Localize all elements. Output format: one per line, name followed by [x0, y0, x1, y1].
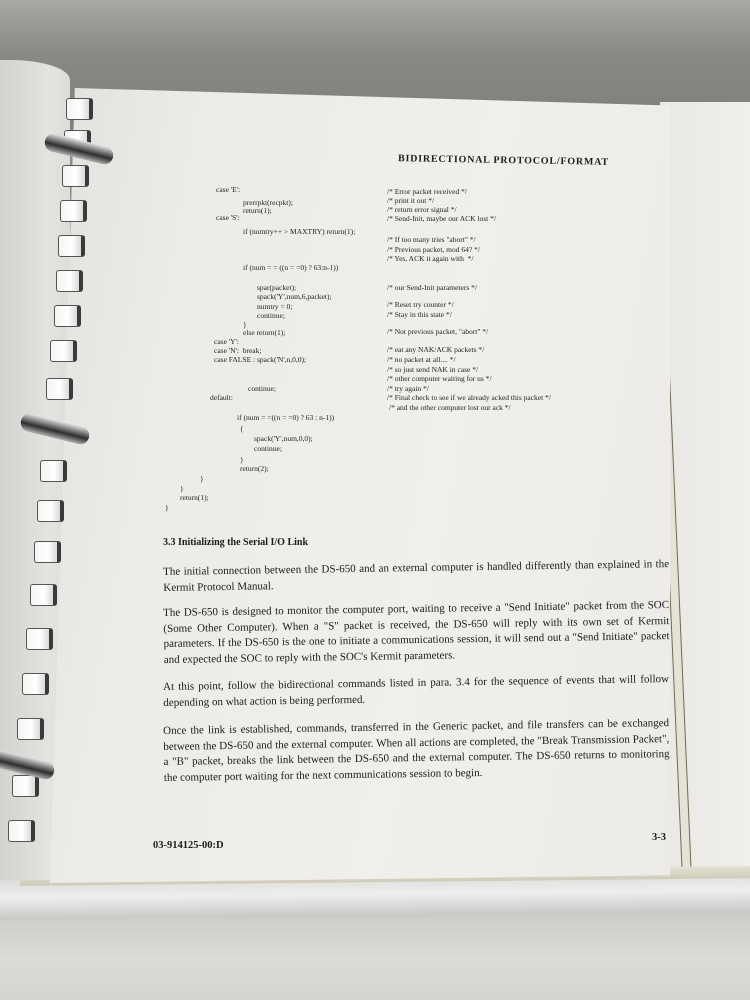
code-comment: /* Yes, ACK it again with */: [387, 254, 474, 263]
code-line: spack('Y',num,6,packet);: [257, 292, 332, 301]
section-heading: 3.3 Initializing the Serial I/O Link: [163, 537, 309, 548]
code-line: default:: [210, 393, 233, 402]
paragraph-link-established: Once the link is established, commands, transferred in the Generic packet, and file transfers can be exchanged between the DS-650 and the external computer. When all actions are completed, the "Break Transmission Packet", a "B" packet, breaks the link between the DS-650 and the external computer. The DS-650 returns to monitoring the computer port waiting for the next communications session to begin.: [163, 717, 670, 784]
code-comment: /* eat any NAK/ACK packets */: [387, 345, 485, 354]
page-number: 3-3: [652, 832, 666, 843]
code-comment: /* no packet at all.... */: [387, 355, 456, 364]
code-line: }: [180, 484, 184, 493]
code-line: case 'N': break;: [214, 346, 262, 355]
code-line: return(1);: [180, 493, 209, 502]
code-comment: /* our Send-Init parameters */: [387, 283, 477, 292]
code-line: else return(1);: [243, 328, 286, 337]
code-line: return(2);: [240, 464, 269, 473]
code-comment: /* and the other computer lost our ack */: [389, 403, 511, 412]
code-line: case 'S':: [216, 213, 240, 222]
code-line: }: [240, 455, 244, 464]
running-header: BIDIRECTIONAL PROTOCOL/FORMAT: [397, 153, 610, 168]
code-line: return(1);: [243, 206, 272, 215]
code-line: spar(packet);: [257, 283, 297, 292]
code-comment: /* Error packet received */: [387, 187, 467, 196]
code-comment: /* so just send NAK in case */: [387, 365, 479, 374]
code-line: }: [243, 320, 247, 329]
code-line: case FALSE : spack('N',n,0,0);: [214, 355, 307, 364]
code-line: if (num = = ((n = =0) ? 63:n-1)): [243, 263, 339, 272]
code-comment: /* Final check to see if we already acked this packet */: [387, 393, 551, 402]
code-line: spack('Y',num,0,0);: [254, 434, 313, 443]
paragraph-send-initiate: The DS-650 is designed to monitor the computer port, waiting to receive a "Send Initiate" packet from the SOC (Some Other Computer). When a "S" packet is received, the DS-650 will reply with its own set of Kermit parameters. If the DS-650 is the one to initiate a communications session, it will send out a "Send Initiate" packet and expected the SOC to reply with the SOC's Kermit parameters.: [163, 599, 670, 666]
code-comment: /* Stay in this state */: [387, 310, 452, 319]
code-comment: /* try again */: [387, 384, 429, 393]
code-line: continue;: [248, 384, 276, 393]
code-line: numtry = 0;: [257, 302, 293, 311]
code-line: }: [200, 474, 204, 483]
code-comment: /* Reset try counter */: [387, 300, 454, 309]
code-comment: /* If too many tries "abort" */: [387, 235, 476, 244]
code-line: if (num = =((n = =0) ? 63 : n-1)): [237, 413, 335, 422]
code-line: case 'E':: [216, 185, 241, 194]
code-comment: /* print it out */: [387, 196, 435, 205]
code-comment: /* other computer waiting for us */: [387, 374, 492, 383]
code-line: continue;: [257, 311, 285, 320]
code-comment: /* Send-Init, maybe our ACK lost */: [387, 214, 496, 223]
code-line: prerrpkt(recpkt);: [243, 198, 293, 207]
code-line: if (numtry++ > MAXTRY) return(1);: [243, 227, 356, 236]
paragraph-initial-connection: The initial connection between the DS-650 and an external computer is handled differently than explained in the Kermit Protocol Manual.: [163, 558, 670, 594]
code-line: continue;: [254, 444, 282, 453]
code-comment: /* return error signal */: [387, 205, 457, 214]
code-comment: /* Previous packet, mod 64? */: [387, 245, 480, 254]
code-line: {: [240, 424, 244, 433]
paragraph-bidirectional-commands: At this point, follow the bidirectional commands listed in para. 3.4 for the sequence of events that will follow depending on what action is being performed.: [163, 673, 670, 709]
document-number: 03-914125-00:D: [153, 840, 224, 851]
code-line: }: [165, 503, 169, 512]
code-line: case 'Y':: [214, 337, 239, 346]
code-comment: /* Not previous packet, "abort" */: [387, 327, 489, 336]
